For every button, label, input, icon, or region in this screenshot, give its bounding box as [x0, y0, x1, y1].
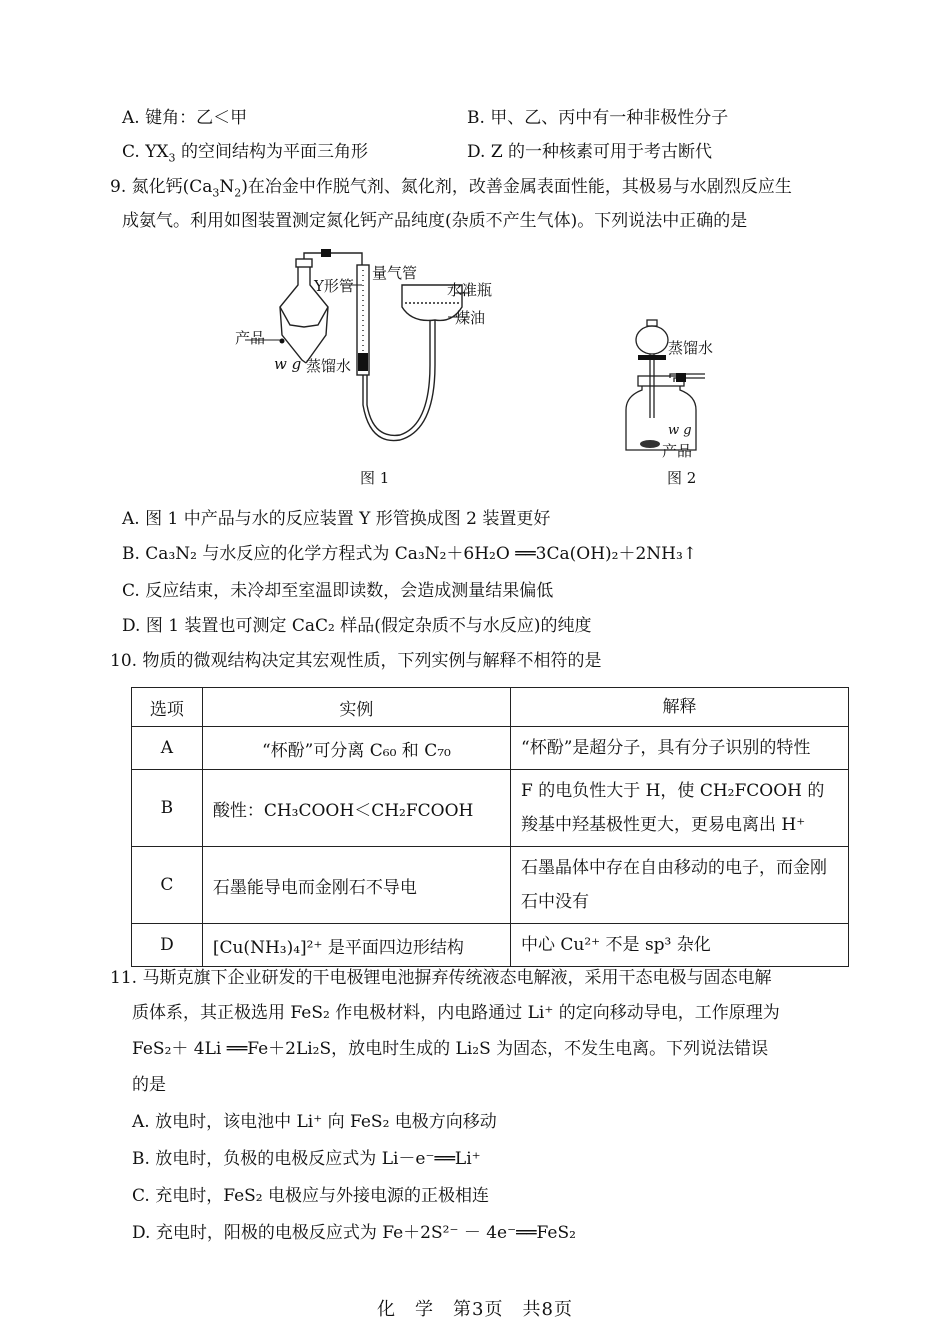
row-option: B — [132, 770, 203, 847]
row-explain: F 的电负性大于 H，使 CH₂FCOOH 的羧基中羟基极性更大，更易电离出 H⁺ — [511, 770, 849, 847]
q9-option-a: A. 图 1 中产品与水的反应装置 Y 形管换成图 2 装置更好 — [122, 509, 551, 529]
q9-option-c: C. 反应结束，未冷却至室温即读数，会造成测量结果偏低 — [122, 581, 554, 601]
fig1-label-bottle: 水准瓶 — [447, 281, 493, 299]
fig2-label-water: 蒸馏水 — [668, 339, 714, 357]
q9-stem-line2: 成氨气。利用如图装置测定氮化钙产品纯度(杂质不产生气体)。下列说法中正确的是 — [122, 211, 748, 231]
q11-stem-line3: FeS₂＋ 4Li ══Fe＋2Li₂S，放电时生成的 Li₂S 为固态，不发生电离。下列说法错误 — [132, 1039, 769, 1059]
row-explain: 中心 Cu²⁺ 不是 sp³ 杂化 — [511, 924, 849, 967]
q8-option-c: C. $YX_3$ 的空间结构为平面三角形 — [122, 142, 368, 165]
row-example: 石墨能导电而金刚石不导电 — [202, 847, 510, 924]
table-row — [132, 847, 849, 924]
row-example: [Cu(NH₃)₄]²⁺ 是平面四边形结构 — [202, 924, 510, 967]
header-option: 选项 — [132, 688, 203, 727]
q8-option-d: D. Z 的一种核素可用于考古断代 — [467, 142, 713, 162]
header-explain: 解释 — [511, 688, 849, 727]
row-example: “杯酚”可分离 C₆₀ 和 C₇₀ — [202, 727, 510, 770]
q9-option-b: B. Ca₃N₂ 与水反应的化学方程式为 Ca₃N₂＋6H₂O ══3Ca(OH)₂＋2NH₃↑ — [122, 544, 698, 564]
q10-stem: 10. 物质的微观结构决定其宏观性质，下列实例与解释不相符的是 — [110, 651, 602, 671]
fig1-label-water: 蒸馏水 — [306, 357, 352, 375]
row-example: 酸性：CH₃COOH＜CH₂FCOOH — [202, 770, 510, 847]
q11-option-c: C. 充电时，FeS₂ 电极应与外接电源的正极相连 — [132, 1186, 489, 1206]
row-explain: 石墨晶体中存在自由移动的电子，而金刚石中没有 — [511, 847, 849, 924]
row-option: D — [132, 924, 203, 967]
q8-option-b: B. 甲、乙、丙中有一种非极性分子 — [467, 108, 729, 128]
row-explain: “杯酚”是超分子，具有分子识别的特性 — [511, 727, 849, 770]
q11-option-a: A. 放电时，该电池中 Li⁺ 向 FeS₂ 电极方向移动 — [132, 1112, 497, 1132]
q11-stem-line4: 的是 — [132, 1075, 166, 1095]
q9-stem-line1: 9. 氮化钙$(Ca_3N_2)$在冶金中作脱气剂、氮化剂，改善金属表面性能，其极易与水剧烈反应生 — [110, 177, 792, 200]
fig1-label-gauge: 量气管 — [372, 264, 418, 282]
q11-stem-line1: 11. 马斯克旗下企业研发的干电极锂电池摒弃传统液态电解液，采用干态电极与固态电解 — [110, 968, 772, 988]
fig1-caption: 图 1 — [360, 469, 390, 487]
fig2-label-mass: w g — [668, 423, 692, 438]
q9-option-d: D. 图 1 装置也可测定 CaC₂ 样品(假定杂质不与水反应)的纯度 — [122, 616, 592, 636]
table-row — [132, 727, 849, 770]
fig2-caption: 图 2 — [667, 469, 697, 487]
fig1-label-kerosene: 煤油 — [455, 309, 486, 327]
figure-1-apparatus — [230, 245, 510, 460]
row-option: A — [132, 727, 203, 770]
q11-option-b: B. 放电时，负极的电极反应式为 Li－e⁻══Li⁺ — [132, 1149, 481, 1169]
table-row — [132, 770, 849, 847]
q11-stem-line2: 质体系，其正极选用 FeS₂ 作电极材料，内电路通过 Li⁺ 的定向移动导电，工作原理为 — [132, 1003, 780, 1023]
header-example: 实例 — [202, 688, 510, 727]
q8-option-a: A. 键角：乙＜甲 — [122, 108, 248, 128]
q11-option-d: D. 充电时，阳极的电极反应式为 Fe＋2S²⁻ － 4e⁻══FeS₂ — [132, 1223, 576, 1243]
fig1-label-mass: w g — [274, 355, 302, 373]
page-footer: 化 学 第3页 共8页 — [377, 1299, 573, 1320]
row-option: C — [132, 847, 203, 924]
q10-table — [131, 687, 849, 967]
fig2-label-product: 产品 — [662, 442, 693, 460]
table-row — [132, 924, 849, 967]
fig1-label-ytube: Y形管 — [314, 277, 354, 295]
table-header-row — [132, 688, 849, 727]
fig1-label-product: 产品 — [235, 329, 266, 347]
